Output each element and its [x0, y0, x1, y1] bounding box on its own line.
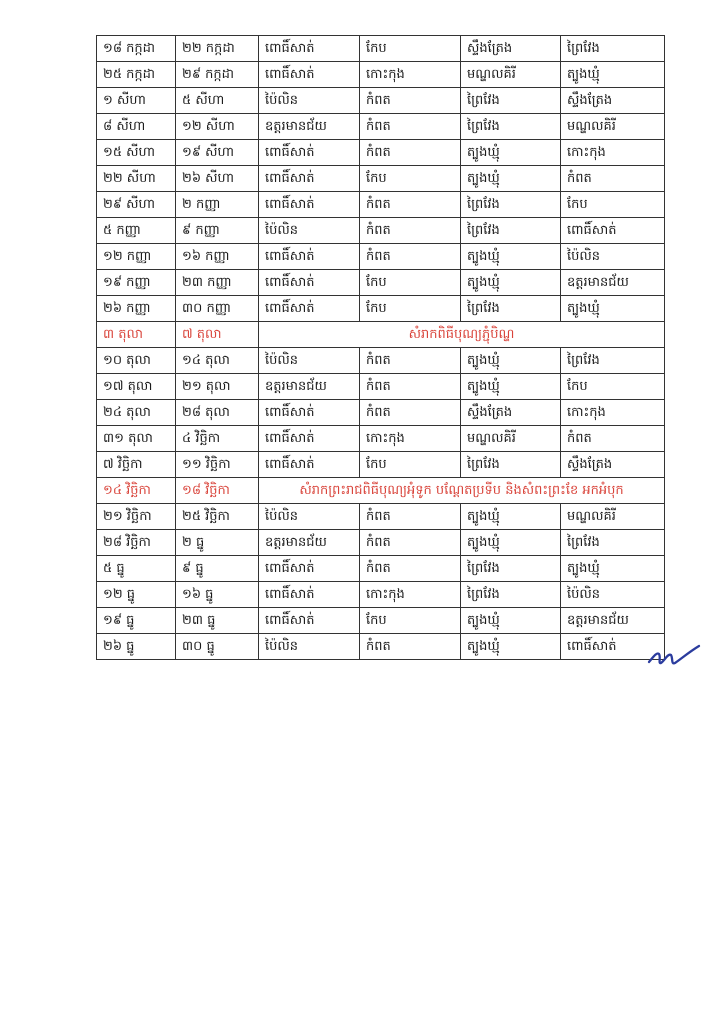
- end-date-cell: ១៨ វិច្ឆិកា: [176, 478, 259, 504]
- end-date-cell: ១១ វិច្ឆិកា: [176, 452, 259, 478]
- table-row: [97, 634, 665, 660]
- table-row: [97, 62, 665, 88]
- start-date-cell: ២៨ វិច្ឆិកា: [97, 530, 176, 556]
- start-date-cell: ៨ សីហា: [97, 114, 176, 140]
- province-cell: ពោធិ៍សាត់: [259, 270, 360, 296]
- province-cell: កំពត: [360, 504, 461, 530]
- end-date-cell: ៩ ធ្នូ: [176, 556, 259, 582]
- province-cell: កោះកុង: [360, 62, 461, 88]
- province-cell: ពោធិ៍សាត់: [259, 166, 360, 192]
- start-date-cell: ២៥ កក្កដា: [97, 62, 176, 88]
- province-cell: ស្ទឹងត្រែង: [461, 36, 561, 62]
- province-cell: ពោធិ៍សាត់: [259, 556, 360, 582]
- province-cell: កោះកុង: [360, 582, 461, 608]
- table-row: [97, 36, 665, 62]
- province-cell: កំពត: [360, 88, 461, 114]
- province-cell: កែប: [360, 452, 461, 478]
- province-cell: ពោធិ៍សាត់: [259, 244, 360, 270]
- province-cell: ប៉ៃលិន: [259, 634, 360, 660]
- province-cell: កោះកុង: [360, 426, 461, 452]
- province-cell: ឧត្តរមានជ័យ: [259, 114, 360, 140]
- end-date-cell: ៣០ កញ្ញា: [176, 296, 259, 322]
- start-date-cell: ២២ សីហា: [97, 166, 176, 192]
- table-row: [97, 270, 665, 296]
- table-row: [97, 192, 665, 218]
- end-date-cell: ១៦ ធ្នូ: [176, 582, 259, 608]
- province-cell: ពោធិ៍សាត់: [259, 140, 360, 166]
- end-date-cell: ៩ កញ្ញា: [176, 218, 259, 244]
- start-date-cell: ១ សីហា: [97, 88, 176, 114]
- start-date-cell: ១២ កញ្ញា: [97, 244, 176, 270]
- province-cell: ត្បូងឃ្មុំ: [461, 348, 561, 374]
- table-row: [97, 582, 665, 608]
- table-row: [97, 452, 665, 478]
- table-row: [97, 140, 665, 166]
- end-date-cell: ២៨ តុលា: [176, 400, 259, 426]
- province-cell: កំពត: [360, 348, 461, 374]
- province-cell: ត្បូងឃ្មុំ: [561, 556, 665, 582]
- end-date-cell: ២១ តុលា: [176, 374, 259, 400]
- end-date-cell: ២៦ សីហា: [176, 166, 259, 192]
- table-row: [97, 166, 665, 192]
- province-cell: ព្រៃវែង: [561, 36, 665, 62]
- holiday-row: [97, 322, 665, 348]
- start-date-cell: ៣១ តុលា: [97, 426, 176, 452]
- province-cell: ឧត្តរមានជ័យ: [259, 530, 360, 556]
- province-cell: កែប: [360, 608, 461, 634]
- province-cell: កំពត: [360, 530, 461, 556]
- province-cell: ព្រៃវែង: [461, 296, 561, 322]
- province-cell: ពោធិ៍សាត់: [259, 608, 360, 634]
- province-cell: កែប: [561, 374, 665, 400]
- province-cell: ព្រៃវែង: [461, 192, 561, 218]
- province-cell: ឧត្តរមានជ័យ: [561, 608, 665, 634]
- start-date-cell: ១២ ធ្នូ: [97, 582, 176, 608]
- province-cell: ស្ទឹងត្រែង: [561, 452, 665, 478]
- province-cell: ព្រៃវែង: [461, 582, 561, 608]
- province-cell: ពោធិ៍សាត់: [259, 192, 360, 218]
- province-cell: ព្រៃវែង: [461, 218, 561, 244]
- province-cell: កំពត: [360, 218, 461, 244]
- province-cell: កែប: [360, 296, 461, 322]
- start-date-cell: ១៩ កញ្ញា: [97, 270, 176, 296]
- province-cell: ព្រៃវែង: [461, 114, 561, 140]
- province-cell: ប៉ៃលិន: [259, 88, 360, 114]
- province-cell: ពោធិ៍សាត់: [259, 400, 360, 426]
- start-date-cell: ១៨ កក្កដា: [97, 36, 176, 62]
- start-date-cell: ១៤ វិច្ឆិកា: [97, 478, 176, 504]
- end-date-cell: ៧ តុលា: [176, 322, 259, 348]
- end-date-cell: ៥ សីហា: [176, 88, 259, 114]
- province-cell: ត្បូងឃ្មុំ: [461, 530, 561, 556]
- signature-mark: [646, 642, 702, 670]
- end-date-cell: ៤ វិច្ឆិកា: [176, 426, 259, 452]
- province-cell: កំពត: [360, 634, 461, 660]
- province-cell: កំពត: [360, 374, 461, 400]
- province-cell: ត្បូងឃ្មុំ: [461, 634, 561, 660]
- province-cell: ត្បូងឃ្មុំ: [461, 244, 561, 270]
- province-cell: ប៉ៃលិន: [561, 582, 665, 608]
- start-date-cell: ១៩ ធ្នូ: [97, 608, 176, 634]
- province-cell: ត្បូងឃ្មុំ: [561, 62, 665, 88]
- end-date-cell: ២៩ កក្កដា: [176, 62, 259, 88]
- schedule-body: [97, 36, 665, 660]
- province-cell: កំពត: [360, 400, 461, 426]
- province-cell: កំពត: [360, 192, 461, 218]
- end-date-cell: ២៣ កញ្ញា: [176, 270, 259, 296]
- province-cell: កំពត: [360, 114, 461, 140]
- table-row: [97, 244, 665, 270]
- province-cell: មណ្ឌលគិរី: [461, 62, 561, 88]
- end-date-cell: ១៦ កញ្ញា: [176, 244, 259, 270]
- table-row: [97, 504, 665, 530]
- end-date-cell: ២៣ ធ្នូ: [176, 608, 259, 634]
- end-date-cell: ១២ សីហា: [176, 114, 259, 140]
- table-row: [97, 426, 665, 452]
- end-date-cell: ២ កញ្ញា: [176, 192, 259, 218]
- table-row: [97, 374, 665, 400]
- province-cell: ព្រៃវែង: [561, 348, 665, 374]
- province-cell: ប៉ៃលិន: [259, 218, 360, 244]
- province-cell: ប៉ៃលិន: [561, 244, 665, 270]
- province-cell: មណ្ឌលគិរី: [561, 114, 665, 140]
- province-cell: កោះកុង: [561, 140, 665, 166]
- province-cell: ពោធិ៍សាត់: [259, 452, 360, 478]
- start-date-cell: ២៩ សីហា: [97, 192, 176, 218]
- province-cell: ពោធិ៍សាត់: [259, 582, 360, 608]
- province-cell: ប៉ៃលិន: [259, 348, 360, 374]
- table-row: [97, 114, 665, 140]
- table-row: [97, 400, 665, 426]
- province-cell: ត្បូងឃ្មុំ: [461, 140, 561, 166]
- start-date-cell: ១៥ សីហា: [97, 140, 176, 166]
- end-date-cell: ២៥ វិច្ឆិកា: [176, 504, 259, 530]
- province-cell: ឧត្តរមានជ័យ: [561, 270, 665, 296]
- province-cell: ត្បូងឃ្មុំ: [561, 296, 665, 322]
- province-cell: កោះកុង: [561, 400, 665, 426]
- holiday-label-cell: សំរាកព្រះរាជពិធីបុណ្យអុំទូក បណ្តែតប្រទីប និងសំពះព្រះខែ អកអំបុក: [259, 478, 665, 504]
- table-row: [97, 608, 665, 634]
- start-date-cell: ១០ តុលា: [97, 348, 176, 374]
- start-date-cell: ២៤ តុលា: [97, 400, 176, 426]
- table-row: [97, 556, 665, 582]
- table-row: [97, 218, 665, 244]
- end-date-cell: ១៩ សីហា: [176, 140, 259, 166]
- holiday-row: [97, 478, 665, 504]
- province-cell: កំពត: [360, 556, 461, 582]
- province-cell: ពោធិ៍សាត់: [259, 62, 360, 88]
- table-row: [97, 348, 665, 374]
- province-cell: កែប: [561, 192, 665, 218]
- table-row: [97, 530, 665, 556]
- end-date-cell: ២ ធ្នូ: [176, 530, 259, 556]
- province-cell: ប៉ៃលិន: [259, 504, 360, 530]
- province-cell: ត្បូងឃ្មុំ: [461, 270, 561, 296]
- start-date-cell: ៥ កញ្ញា: [97, 218, 176, 244]
- province-cell: ត្បូងឃ្មុំ: [461, 504, 561, 530]
- end-date-cell: ៣០ ធ្នូ: [176, 634, 259, 660]
- start-date-cell: ១៧ តុលា: [97, 374, 176, 400]
- province-cell: កំពត: [561, 426, 665, 452]
- province-cell: ត្បូងឃ្មុំ: [461, 166, 561, 192]
- schedule-table: [96, 35, 665, 660]
- province-cell: កែប: [360, 270, 461, 296]
- province-cell: ពោធិ៍សាត់: [259, 296, 360, 322]
- table-row: [97, 88, 665, 114]
- province-cell: កែប: [360, 166, 461, 192]
- province-cell: ពោធិ៍សាត់: [561, 218, 665, 244]
- province-cell: ត្បូងឃ្មុំ: [461, 374, 561, 400]
- start-date-cell: ៥ ធ្នូ: [97, 556, 176, 582]
- province-cell: ឧត្តរមានជ័យ: [259, 374, 360, 400]
- province-cell: ស្ទឹងត្រែង: [461, 400, 561, 426]
- province-cell: ព្រៃវែង: [461, 88, 561, 114]
- province-cell: ពោធិ៍សាត់: [259, 36, 360, 62]
- start-date-cell: ២១ វិច្ឆិកា: [97, 504, 176, 530]
- start-date-cell: ២៦ ធ្នូ: [97, 634, 176, 660]
- province-cell: កំពត: [360, 244, 461, 270]
- start-date-cell: ៣ តុលា: [97, 322, 176, 348]
- province-cell: ពោធិ៍សាត់: [561, 634, 665, 660]
- province-cell: ព្រៃវែង: [461, 556, 561, 582]
- province-cell: មណ្ឌលគិរី: [561, 504, 665, 530]
- table-row: [97, 296, 665, 322]
- start-date-cell: ៧ វិច្ឆិកា: [97, 452, 176, 478]
- province-cell: ត្បូងឃ្មុំ: [461, 608, 561, 634]
- province-cell: កំពត: [561, 166, 665, 192]
- province-cell: ស្ទឹងត្រែង: [561, 88, 665, 114]
- province-cell: មណ្ឌលគិរី: [461, 426, 561, 452]
- province-cell: ព្រៃវែង: [461, 452, 561, 478]
- province-cell: កែប: [360, 36, 461, 62]
- end-date-cell: ១៤ តុលា: [176, 348, 259, 374]
- province-cell: កំពត: [360, 140, 461, 166]
- holiday-label-cell: សំរាកពិធីបុណ្យភ្ជុំបិណ្ឌ: [259, 322, 665, 348]
- province-cell: ព្រៃវែង: [561, 530, 665, 556]
- province-cell: ពោធិ៍សាត់: [259, 426, 360, 452]
- start-date-cell: ២៦ កញ្ញា: [97, 296, 176, 322]
- end-date-cell: ២២ កក្កដា: [176, 36, 259, 62]
